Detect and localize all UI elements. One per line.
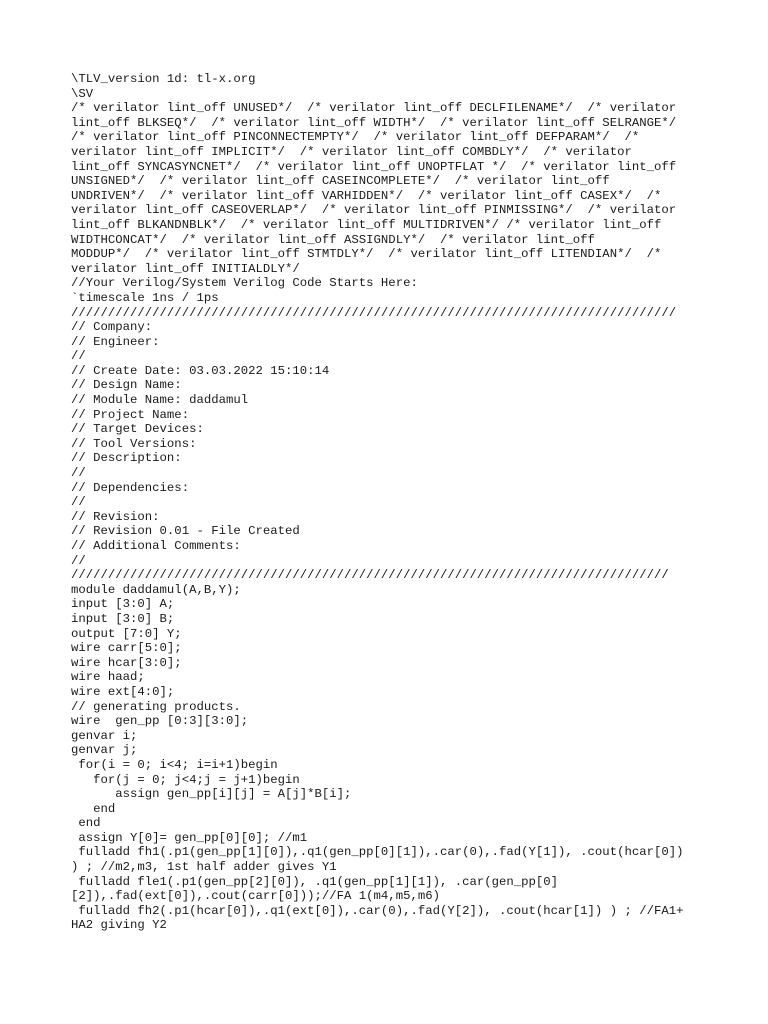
code-line: WIDTHCONCAT*/ /* verilator lint_off ASSIGNDLY*/ /* verilator lint_off xyxy=(71,232,595,247)
code-line: end xyxy=(71,801,116,816)
code-line: UNDRIVEN*/ /* verilator lint_off VARHIDDEN*/ /* verilator lint_off CASEX*/ /* xyxy=(71,188,662,203)
code-line: // xyxy=(71,466,86,481)
code-line: // Engineer: xyxy=(71,334,160,349)
code-line: // xyxy=(71,495,86,510)
code-line: wire carr[5:0]; xyxy=(71,641,182,656)
code-line: //Your Verilog/System Verilog Code Starts Here: xyxy=(71,276,418,291)
code-line: // xyxy=(71,349,86,364)
code-line: lint_off SYNCASYNCNET*/ /* verilator lint_off UNOPTFLAT */ /* verilator lint_off xyxy=(71,159,677,174)
code-line: // Additional Comments: xyxy=(71,539,241,553)
code-line: output [7:0] Y; xyxy=(71,626,182,641)
code-line: ///////////////////////////////////////////////////////////////////////////////// xyxy=(71,568,669,583)
code-line: lint_off BLKANDNBLK*/ /* verilator lint_off MULTIDRIVEN*/ /* verilator lint_off xyxy=(71,217,662,232)
code-line: wire ext[4:0]; xyxy=(71,684,175,699)
code-listing xyxy=(71,72,711,933)
code-line: \SV xyxy=(71,86,94,101)
code-line: /* verilator lint_off PINCONNECTEMPTY*/ /* verilator lint_off DEFPARAM*/ /* xyxy=(71,130,640,145)
code-line: // Module Name: daddamul xyxy=(71,393,249,408)
code-line: ////////////////////////////////////////////////////////////////////////////////// xyxy=(71,305,677,320)
code-line: // Project Name: xyxy=(71,407,190,422)
code-line: for(j = 0; j<4;j = j+1)begin xyxy=(71,772,300,787)
code-line: // Target Devices: xyxy=(71,422,204,437)
code-line: end xyxy=(71,816,101,831)
code-line: `timescale 1ns / 1ps xyxy=(71,290,219,305)
code-line: // xyxy=(71,553,86,568)
code-line: assign gen_pp[i][j] = A[j]*B[i]; xyxy=(71,787,352,802)
code-line: [2]),.fad(ext[0]),.cout(carr[0]));//FA 1(m4,m5,m6) xyxy=(71,889,440,904)
code-line: // Tool Versions: xyxy=(71,436,197,451)
code-line: wire gen_pp [0:3][3:0]; xyxy=(71,714,249,729)
code-line: HA2 giving Y2 xyxy=(71,918,167,933)
code-line: verilator lint_off INITIALDLY*/ xyxy=(71,261,300,276)
code-line: fulladd fh1(.p1(gen_pp[1][0]),.q1(gen_pp[0][1]),.car(0),.fad(Y[1]), .cout(hcar[0]) xyxy=(71,845,684,860)
code-line: // Revision 0.01 - File Created xyxy=(71,524,300,539)
code-line: verilator lint_off IMPLICIT*/ /* verilator lint_off COMBDLY*/ /* verilator xyxy=(71,144,632,159)
code-line: genvar i; xyxy=(71,728,138,743)
code-line: UNSIGNED*/ /* verilator lint_off CASEINCOMPLETE*/ /* verilator lint_off xyxy=(71,174,610,189)
code-line: // Description: xyxy=(71,451,182,466)
code-line: genvar j; xyxy=(71,743,138,758)
code-line: module daddamul(A,B,Y); xyxy=(71,582,241,597)
code-line: lint_off BLKSEQ*/ /* verilator lint_off WIDTH*/ /* verilator lint_off SELRANGE*/ xyxy=(71,115,677,130)
code-line: MODDUP*/ /* verilator lint_off STMTDLY*/ /* verilator lint_off LITENDIAN*/ /* xyxy=(71,247,662,262)
code-line: // Company: xyxy=(71,320,153,335)
code-line: fulladd fh2(.p1(hcar[0]),.q1(ext[0]),.car(0),.fad(Y[2]), .cout(hcar[1]) ) ; //FA1+ xyxy=(71,903,684,918)
code-line: /* verilator lint_off UNUSED*/ /* verilator lint_off DECLFILENAME*/ /* verilator xyxy=(71,101,677,116)
code-line: \TLV_version 1d: tl-x.org xyxy=(71,72,256,86)
code-line: // Revision: xyxy=(71,509,160,524)
code-line: wire haad; xyxy=(71,670,145,685)
code-line: // Dependencies: xyxy=(71,480,190,495)
code-line: verilator lint_off CASEOVERLAP*/ /* verilator lint_off PINMISSING*/ /* verilator xyxy=(71,203,677,218)
code-line: // generating products. xyxy=(71,699,241,714)
code-line: fulladd fle1(.p1(gen_pp[2][0]), .q1(gen_pp[1][1]), .car(gen_pp[0] xyxy=(71,874,559,889)
code-line: // Design Name: xyxy=(71,378,182,393)
code-line: input [3:0] B; xyxy=(71,611,175,626)
code-line: ) ; //m2,m3, 1st half adder gives Y1 xyxy=(71,860,337,875)
code-line: input [3:0] A; xyxy=(71,597,175,612)
code-line: assign Y[0]= gen_pp[0][0]; //m1 xyxy=(71,830,308,845)
code-line: // Create Date: 03.03.2022 15:10:14 xyxy=(71,363,330,378)
code-line: wire hcar[3:0]; xyxy=(71,655,182,670)
code-line: for(i = 0; i<4; i=i+1)begin xyxy=(71,757,278,772)
